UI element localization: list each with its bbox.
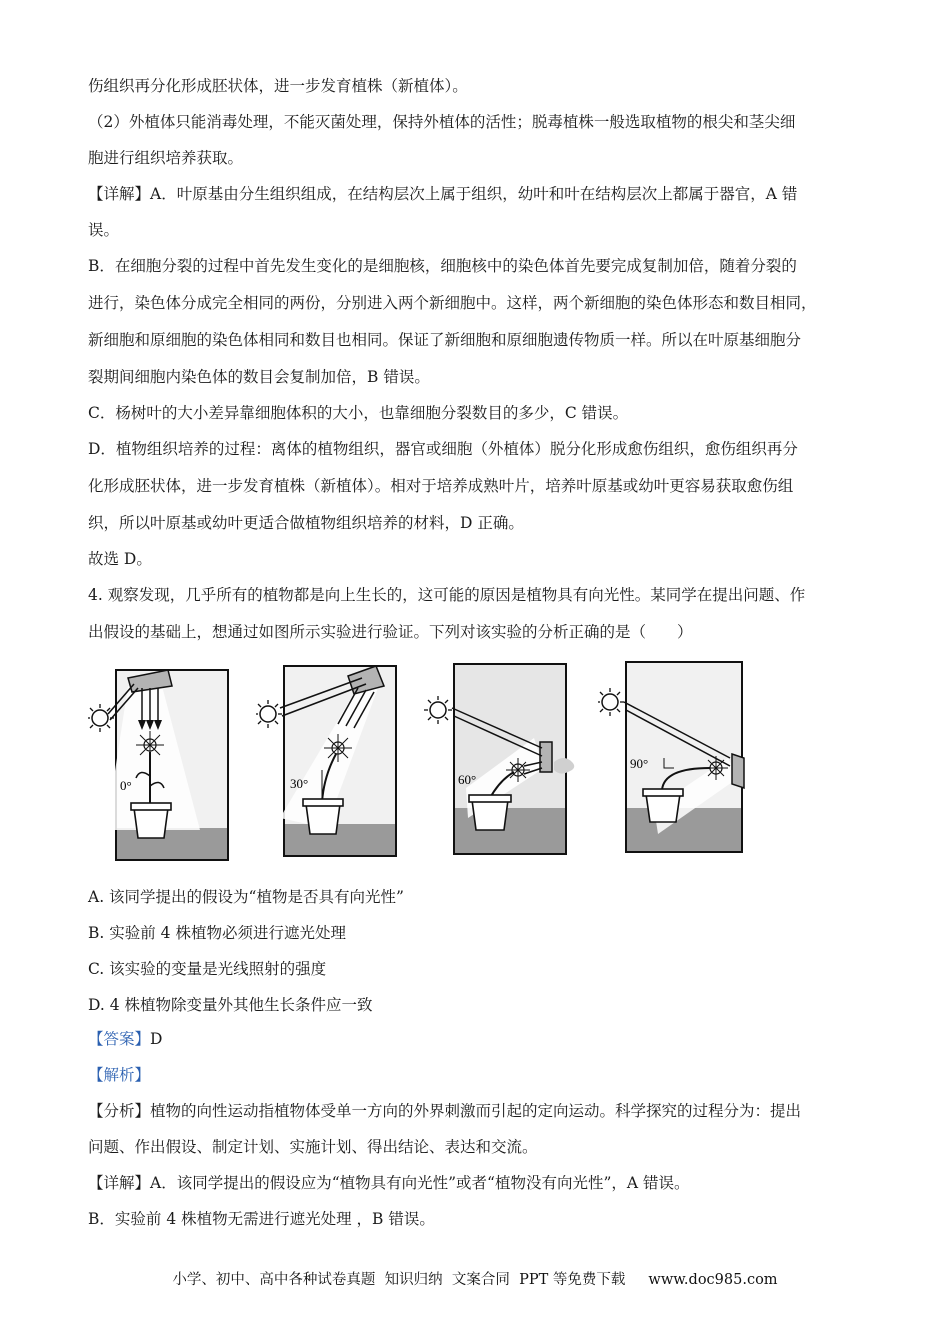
- phototropism-experiment-figure: [88, 658, 748, 862]
- experiment-panel-90: [598, 658, 748, 862]
- option-c: C. 该实验的变量是光线照射的强度: [88, 960, 327, 978]
- experiment-panel-30: [256, 658, 401, 862]
- text-line: 化形成胚状体，进一步发育植株（新植体）。相对于培养成熟叶片，培养叶原基或幼叶更容易获取愈伤组: [88, 477, 794, 495]
- page-footer: 小学、初中、高中各种试卷真题 知识归纳 文案合同 PPT 等免费下载 www.doc985.com: [172, 1272, 778, 1288]
- analysis-label: 【解析】: [88, 1066, 151, 1084]
- text-line: 【分析】植物的向性运动指植物体受单一方向的外界刺激而引起的定向运动。科学探究的过程分为：提出: [88, 1102, 802, 1120]
- text-line: 故选 D。: [88, 550, 152, 568]
- sun-icon: [598, 688, 624, 716]
- text-line: 胞进行组织培养获取。: [88, 149, 244, 167]
- option-a: A. 该同学提出的假设为“植物是否具有向光性”: [88, 888, 404, 906]
- sun-icon: [424, 696, 452, 724]
- angle-label: 30°: [290, 776, 309, 791]
- text-line: 伤组织再分化形成胚状体，进一步发育植株（新植体）。: [88, 77, 468, 95]
- answer-value: D: [150, 1030, 163, 1048]
- text-line: 织，所以叶原基或幼叶更适合做植物组织培养的材料，D 正确。: [88, 514, 524, 532]
- answer-label: 【答案】: [88, 1030, 151, 1048]
- answer-line: [88, 1028, 162, 1050]
- text-line: 问题、作出假设、制定计划、实施计划、得出结论、表达和交流。: [88, 1138, 538, 1156]
- question-4-stem: 4. 观察发现，几乎所有的植物都是向上生长的，这可能的原因是植物具有向光性。某同学在提出问题、作: [88, 586, 806, 604]
- text-line: D．植物组织培养的过程：离体的植物组织，器官或细胞（外植体）脱分化形成愈伤组织，愈伤组织再分: [88, 440, 798, 458]
- text-line: 裂期间细胞内染色体的数目会复制加倍，B 错误。: [88, 368, 430, 386]
- option-b: B. 实验前 4 株植物必须进行遮光处理: [88, 924, 346, 942]
- text-line: 新细胞和原细胞的染色体相同和数目也相同。保证了新细胞和原细胞遗传物质一样。所以在叶原基细胞分: [88, 331, 802, 349]
- angle-label: 90°: [630, 756, 649, 771]
- sun-icon: [256, 700, 282, 728]
- text-line: （2）外植体只能消毒处理，不能灭菌处理，保持外植体的活性；脱毒植株一般选取植物的根尖和茎尖细: [88, 113, 796, 131]
- sun-icon: [88, 704, 114, 732]
- experiment-panel-0: [88, 658, 233, 862]
- text-line: 【详解】A．该同学提出的假设应为“植物具有向光性”或者“植物没有向光性”，A 错误。: [88, 1174, 690, 1192]
- text-line: 进行，染色体分成完全相同的两份，分别进入两个新细胞中。这样，两个新细胞的染色体形态和数目相同，: [88, 294, 817, 312]
- angle-label: 60°: [458, 772, 477, 787]
- experiment-panel-60: [424, 658, 584, 862]
- text-line: B．在细胞分裂的过程中首先发生变化的是细胞核，细胞核中的染色体首先要完成复制加倍，随着分裂的: [88, 257, 797, 275]
- angle-label: 0°: [120, 778, 132, 793]
- text-line: 【详解】A．叶原基由分生组织组成，在结构层次上属于组织，幼叶和叶在结构层次上都属于器官，A 错: [88, 185, 798, 203]
- text-line: C．杨树叶的大小差异靠细胞体积的大小，也靠细胞分裂数目的多少，C 错误。: [88, 404, 629, 422]
- text-line: 误。: [88, 221, 120, 239]
- text-line: B．实验前 4 株植物无需进行遮光处理 ，B 错误。: [88, 1210, 435, 1228]
- question-4-stem: 出假设的基础上，想通过如图所示实验进行验证。下列对该实验的分析正确的是（ ）: [88, 623, 693, 641]
- option-d: D. 4 株植物除变量外其他生长条件应一致: [88, 996, 373, 1014]
